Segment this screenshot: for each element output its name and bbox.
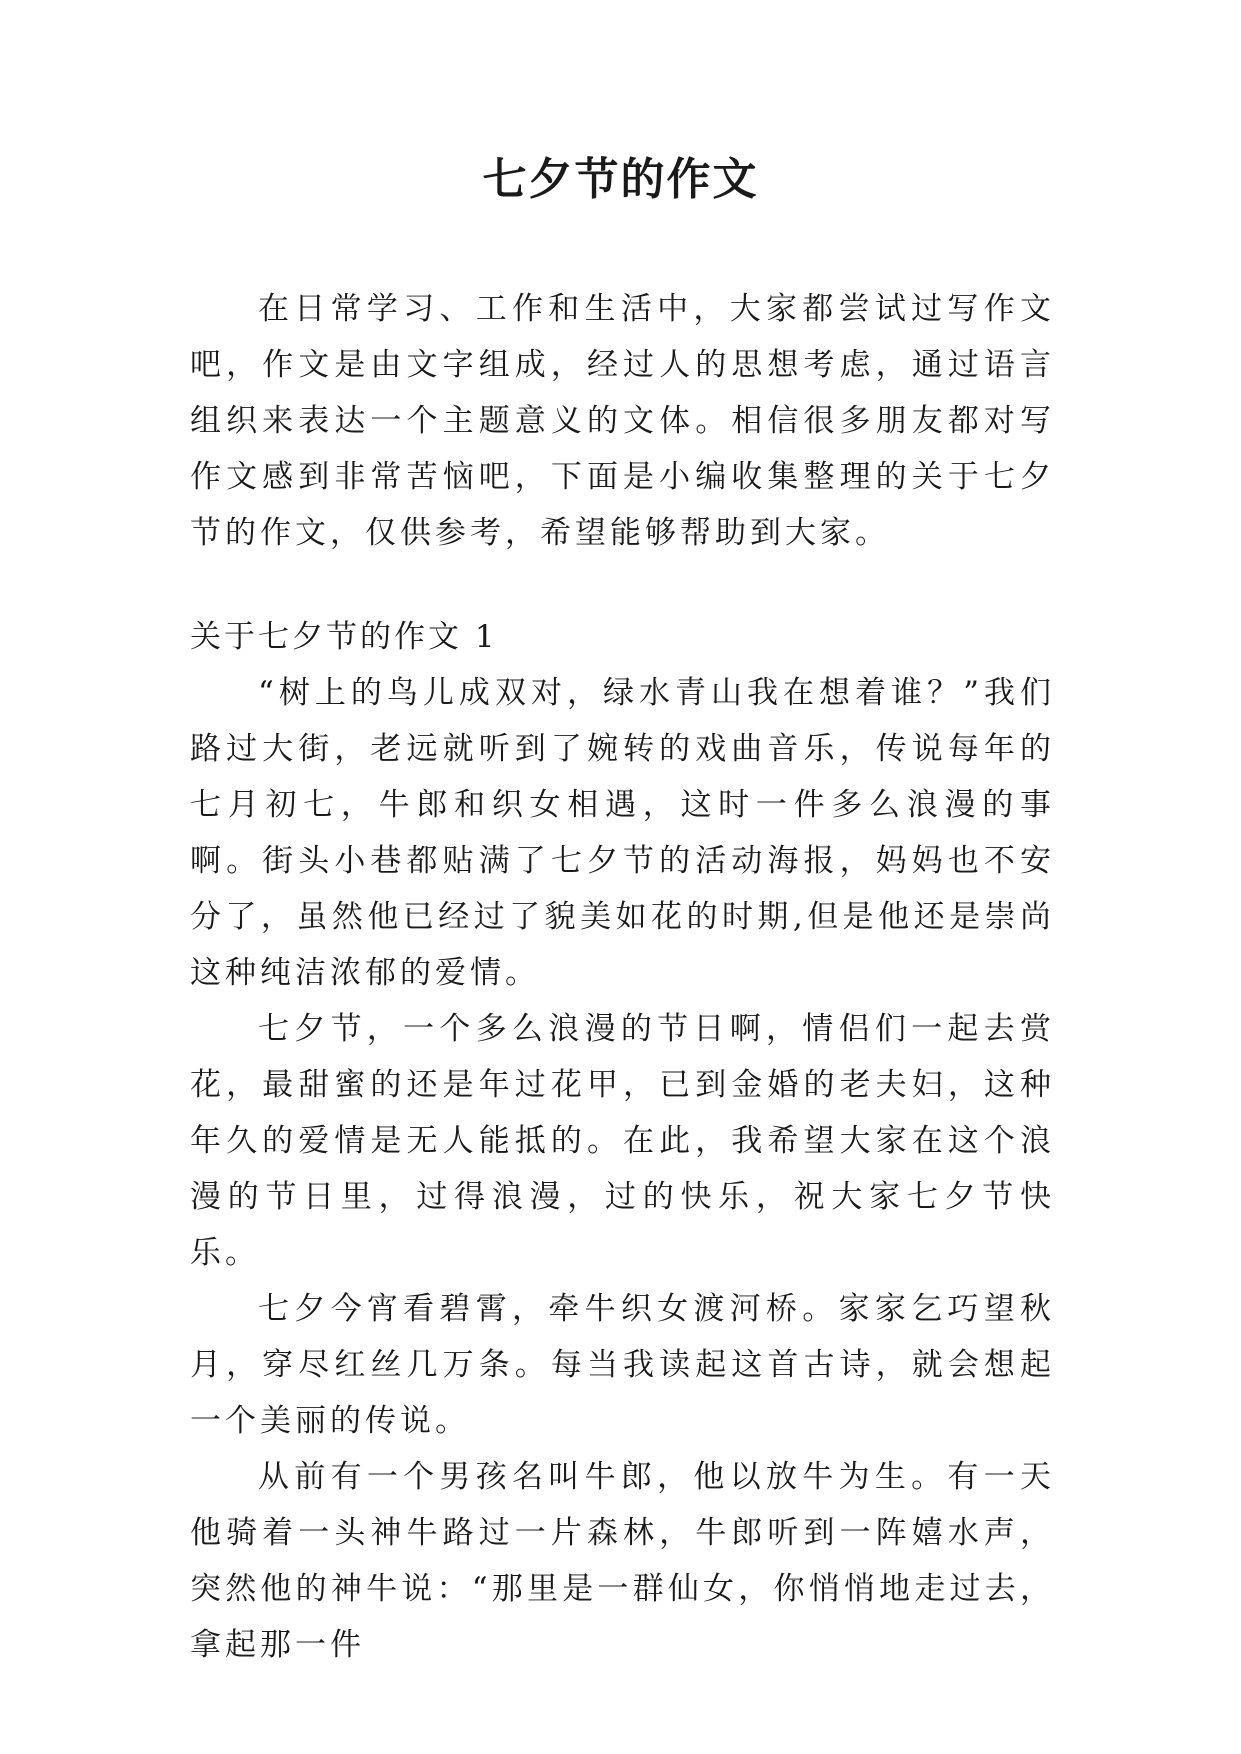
document-title: 七夕节的作文 xyxy=(482,154,759,205)
document-body xyxy=(190,281,1055,1673)
section-heading: 关于七夕节的作文 1 xyxy=(190,619,498,655)
body-paragraph: 七夕节，一个多么浪漫的节日啊，情侣们一起去赏花，最甜蜜的还是年过花甲，已到金婚的老夫妇，这种年久的爱情是无人能抵的。在此，我希望大家在这个浪漫的节日里，过得浪漫，过的快乐，祝大家七夕节快乐。 xyxy=(190,1011,1055,1271)
body-paragraph: 从前有一个男孩名叫牛郎，他以放牛为生。有一天他骑着一头神牛路过一片森林，牛郎听到一阵嬉水声，突然他的神牛说：“那里是一群仙女，你悄悄地走过去，拿起那一件 xyxy=(190,1459,1055,1663)
body-paragraph: “树上的鸟儿成双对，绿水青山我在想着谁？”我们路过大街，老远就听到了婉转的戏曲音乐，传说每年的七月初七，牛郎和织女相遇，这时一件多么浪漫的事啊。街头小巷都贴满了七夕节的活动海报，妈妈也不安分了，虽然他已经过了貌美如花的时期,但是他还是崇尚这种纯洁浓郁的爱情。 xyxy=(190,675,1055,991)
body-paragraph: 七夕今宵看碧霄，牵牛织女渡河桥。家家乞巧望秋月，穿尽红丝几万条。每当我读起这首古诗，就会想起一个美丽的传说。 xyxy=(190,1291,1055,1439)
intro-paragraph: 在日常学习、工作和生活中，大家都尝试过写作文吧，作文是由文字组成，经过人的思想考虑，通过语言组织来表达一个主题意义的文体。相信很多朋友都对写作文感到非常苦恼吧，下面是小编收集整理的关于七夕节的作文，仅供参考，希望能够帮助到大家。 xyxy=(190,291,1055,551)
